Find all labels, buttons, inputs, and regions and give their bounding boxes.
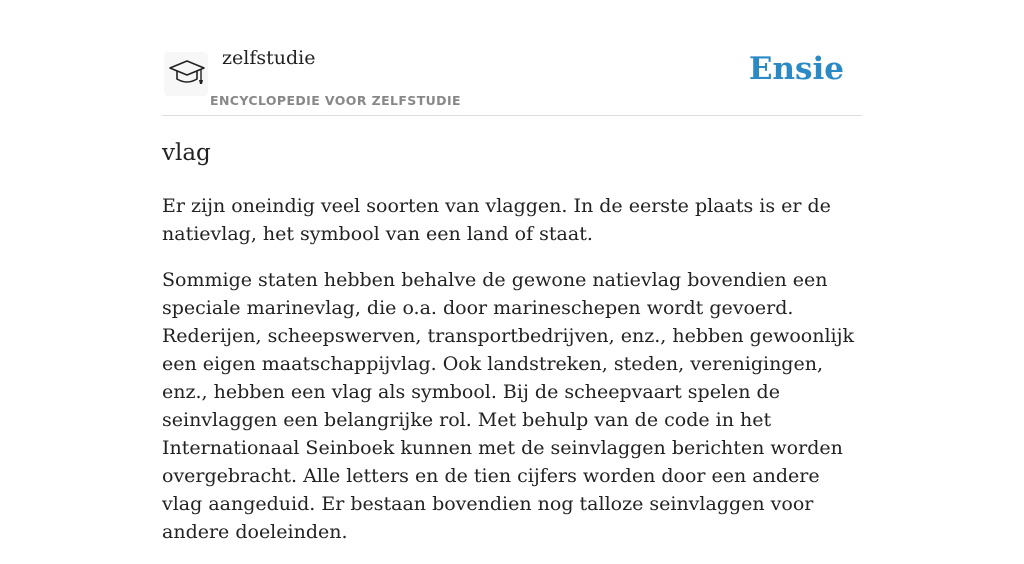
page-title: vlag	[162, 140, 211, 166]
article-paragraph: Er zijn oneindig veel soorten van vlaggen. In de eerste plaats is er de natievlag, het symbool van een land of staat.	[162, 195, 831, 245]
brand-link[interactable]: Ensie	[748, 51, 844, 87]
site-name[interactable]: zelfstudie	[222, 47, 316, 69]
site-tagline: ENCYCLOPEDIE VOOR ZELFSTUDIE	[210, 93, 461, 108]
article-body	[162, 192, 862, 564]
logo[interactable]	[164, 52, 208, 96]
article-paragraph: Sommige staten hebben behalve de gewone natievlag bovendien een speciale marinevlag, die o.a. door marineschepen wordt gevoerd. Rederijen, scheepswerven, transportbedrijven, enz., hebben gewoonlijk een eigen maatschappijvlag. Ook landstreken, steden, verenigingen, enz., hebben een vlag als symbool. Bij de scheepvaart spelen de seinvlaggen een belangrijke rol. Met behulp van de code in het Internationaal Seinboek kunnen met de seinvlaggen berichten worden overgebracht. Alle letters en de tien cijfers worden door een andere vlag aangeduid. Er bestaan bovendien nog talloze seinvlaggen voor andere doeleinden.	[162, 269, 855, 543]
site-header	[162, 40, 862, 116]
